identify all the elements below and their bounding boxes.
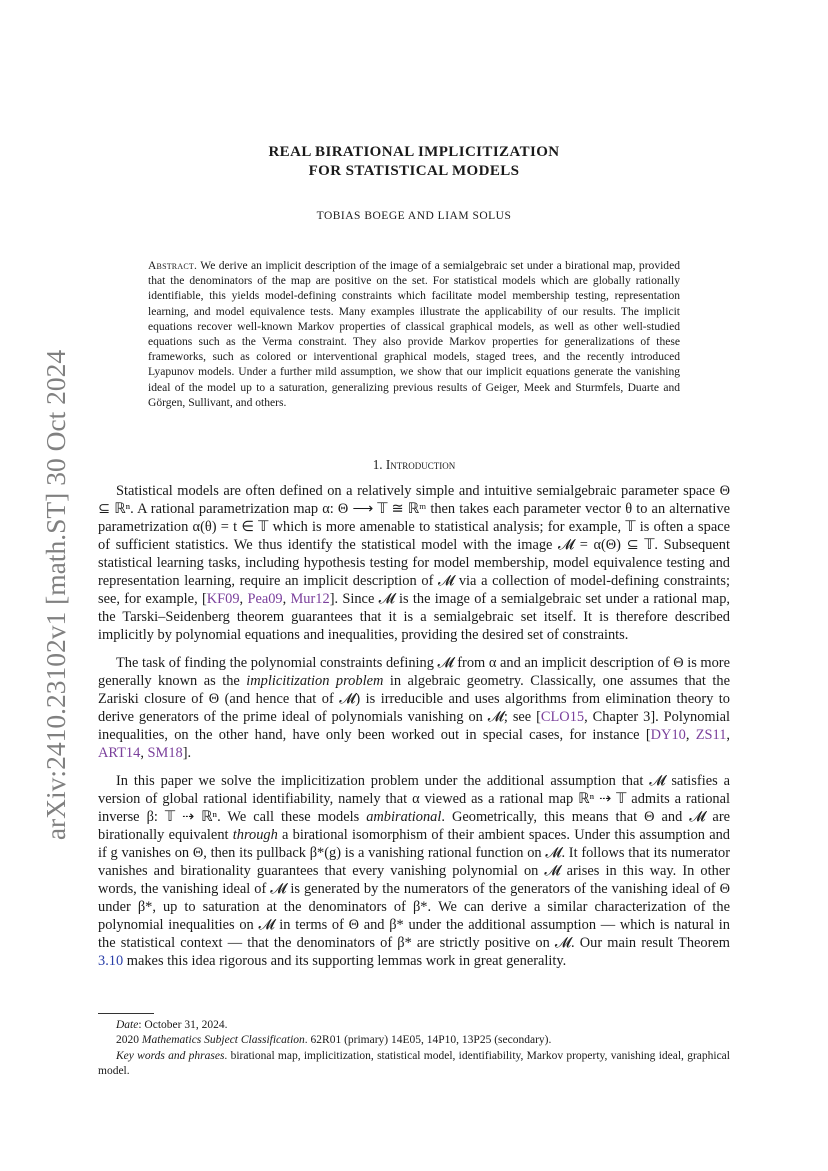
- section-title: Introduction: [385, 457, 456, 472]
- emphasized-term: through: [232, 827, 278, 843]
- citation-separator: ,: [726, 727, 730, 743]
- section-number: 1.: [372, 457, 383, 472]
- footnote-divider: [98, 1013, 154, 1014]
- paragraph-text: The task of finding the polynomial constraints defining 𝓜 from α and an implicit description of Θ is more generally known as the: [98, 655, 730, 689]
- citation-link[interactable]: SM18: [147, 745, 183, 761]
- citation-link[interactable]: DY10: [650, 727, 686, 743]
- paper-title-line-2: FOR STATISTICAL MODELS: [308, 163, 520, 179]
- abstract-text: We derive an implicit description of the image of a semialgebraic set under a birational map, provided that the denominators of the map are positive on the set. For statistical models which are globally rationally identifiable, this yields model-defining constraints which facilitate model membership testing, representation learning, and model equivalence tests. Many examples illustrate the applicability of our results. The implicit equations recover well-known Markov properties of classical graphical models, as well as other well-studied equations such as the Verma constraint. They also provide Markov properties for generalizations of these frameworks, such as colored or interventional graphical models, staged trees, and the recently introduced Lyapunov models. Under a further mild assumption, we show that our implicit equations generate the vanishing ideal of the model up to a saturation, generalizing previous results of Geiger, Meek and Sturmfels, Duarte and Görgen, Sullivant, and others.: [148, 260, 680, 409]
- footnote-value: . birational map, implicitization, statistical model, identifiability, Markov property, vanishing ideal, graphical model.: [98, 1049, 730, 1078]
- paragraph-text: ]. Since 𝓜 is the image of a semialgebraic set under a rational map, the Tarski–Seidenberg theorem guarantees that it is a semialgebraic set itself. It is therefore described implicitly by polynomial equations and inequalities, providing the desired set of constraints.: [98, 591, 730, 643]
- citation-separator: ,: [140, 745, 148, 761]
- emphasized-term: ambirational: [366, 809, 442, 825]
- footnote-value: . 62R01 (primary) 14E05, 14P10, 13P25 (secondary).: [304, 1034, 552, 1047]
- paragraph-text: in algebraic geometry. Classically, one assumes that the Zariski closure of Θ (and hence that of 𝓜) is irreducible and uses algorithms from elimination theory to derive generators of the prime ideal of polynomials vanishing on 𝓜; see [: [98, 673, 730, 725]
- paragraph-text: ].: [182, 745, 192, 761]
- citation-link[interactable]: ZS11: [695, 727, 727, 743]
- citation-separator: ,: [239, 591, 248, 607]
- footnote-label: Key words and phrases: [116, 1049, 225, 1062]
- emphasized-term: implicitization problem: [246, 673, 384, 689]
- footnote-date: [98, 1018, 730, 1033]
- footnote-label: Date: [116, 1019, 139, 1031]
- paragraph-text: , Chapter 3]. Polynomial inequalities, on the other hand, have only been worked out in special cases, for instance [: [98, 709, 730, 743]
- paragraph-text: Statistical models are often defined on a relatively simple and intuitive semialgebraic parameter space Θ ⊆ ℝⁿ. A rational parametrization map α: Θ ⟶ 𝕋 ≅ ℝᵐ then takes each parameter vector θ to an alternative parametrization α(θ) = t ∈ 𝕋 which is more amenable to statistical analysis; for example, 𝕋 is often a space of sufficient statistics. We thus identify the statistical model with the image 𝓜 = α(Θ) ⊆ 𝕋. Subsequent statistical learning tasks, including hypothesis testing for model membership, model equivalence testing and representation learning, require an implicit description of 𝓜 via a collection of model-defining constraints; see, for example, [: [98, 483, 730, 607]
- footnote-label: Mathematics Subject Classification: [141, 1034, 305, 1047]
- abstract: [148, 259, 680, 411]
- footnote-value: : October 31, 2024.: [138, 1019, 228, 1031]
- citation-link[interactable]: CLO15: [540, 709, 585, 725]
- theorem-reference-link[interactable]: 3.10: [98, 953, 124, 969]
- footnote-year: 2020: [116, 1034, 142, 1047]
- paragraph-3: [98, 772, 730, 970]
- body-text: [98, 482, 730, 980]
- footnote-keywords: [98, 1049, 730, 1080]
- paper-title-line-1: REAL BIRATIONAL IMPLICITIZATION: [268, 144, 560, 160]
- citation-link[interactable]: Pea09: [247, 591, 283, 607]
- abstract-label: Abstract.: [148, 260, 198, 272]
- citation-link[interactable]: KF09: [206, 591, 240, 607]
- citation-separator: ,: [282, 591, 291, 607]
- section-heading: [100, 457, 728, 473]
- paper-title: [100, 143, 728, 181]
- citation-separator: ,: [685, 727, 696, 743]
- paragraph-2: [98, 654, 730, 762]
- paragraph-text: a birational isomorphism of their ambient spaces. Under this assumption and if g vanishes on Θ, then its pullback β*(g) is a vanishing rational function on 𝓜. It follows that its numerator vanishes and birationality guarantees that every vanishing polynomial on 𝓜 arises in this way. In other words, the vanishing ideal of 𝓜 is generated by the numerators of the generators of the vanishing ideal of Θ under β*, up to saturation at the denominators of β*. We can derive a similar characterization of the polynomial inequalities on 𝓜 in terms of Θ and β* under the additional assumption — which is natural in the statistical context — that the denominators of β* are strictly positive on 𝓜. Our main result Theorem: [98, 827, 730, 951]
- arxiv-stamp: [30, 340, 82, 850]
- citation-link[interactable]: ART14: [98, 745, 141, 761]
- paragraph-text: In this paper we solve the implicitization problem under the additional assumption that 𝓜 satisfies a version of global rational identifiability, namely that α viewed as a rational map ℝⁿ ⇢ 𝕋 admits a rational inverse β: 𝕋 ⇢ ℝⁿ. We call these models: [98, 773, 730, 825]
- paragraph-1: [98, 482, 730, 644]
- paragraph-text: makes this idea rigorous and its supporting lemmas work in great generality.: [123, 953, 567, 969]
- paper-authors: TOBIAS BOEGE AND LIAM SOLUS: [316, 210, 512, 222]
- footnote-msc: [98, 1033, 730, 1048]
- citation-link[interactable]: Mur12: [290, 591, 330, 607]
- paragraph-text: . Geometrically, this means that Θ and 𝓜 are birationally equivalent: [98, 809, 731, 843]
- footnotes: [98, 1018, 730, 1080]
- arxiv-identifier: arXiv:2410.23102v1 [math.ST] 30 Oct 2024: [40, 349, 72, 841]
